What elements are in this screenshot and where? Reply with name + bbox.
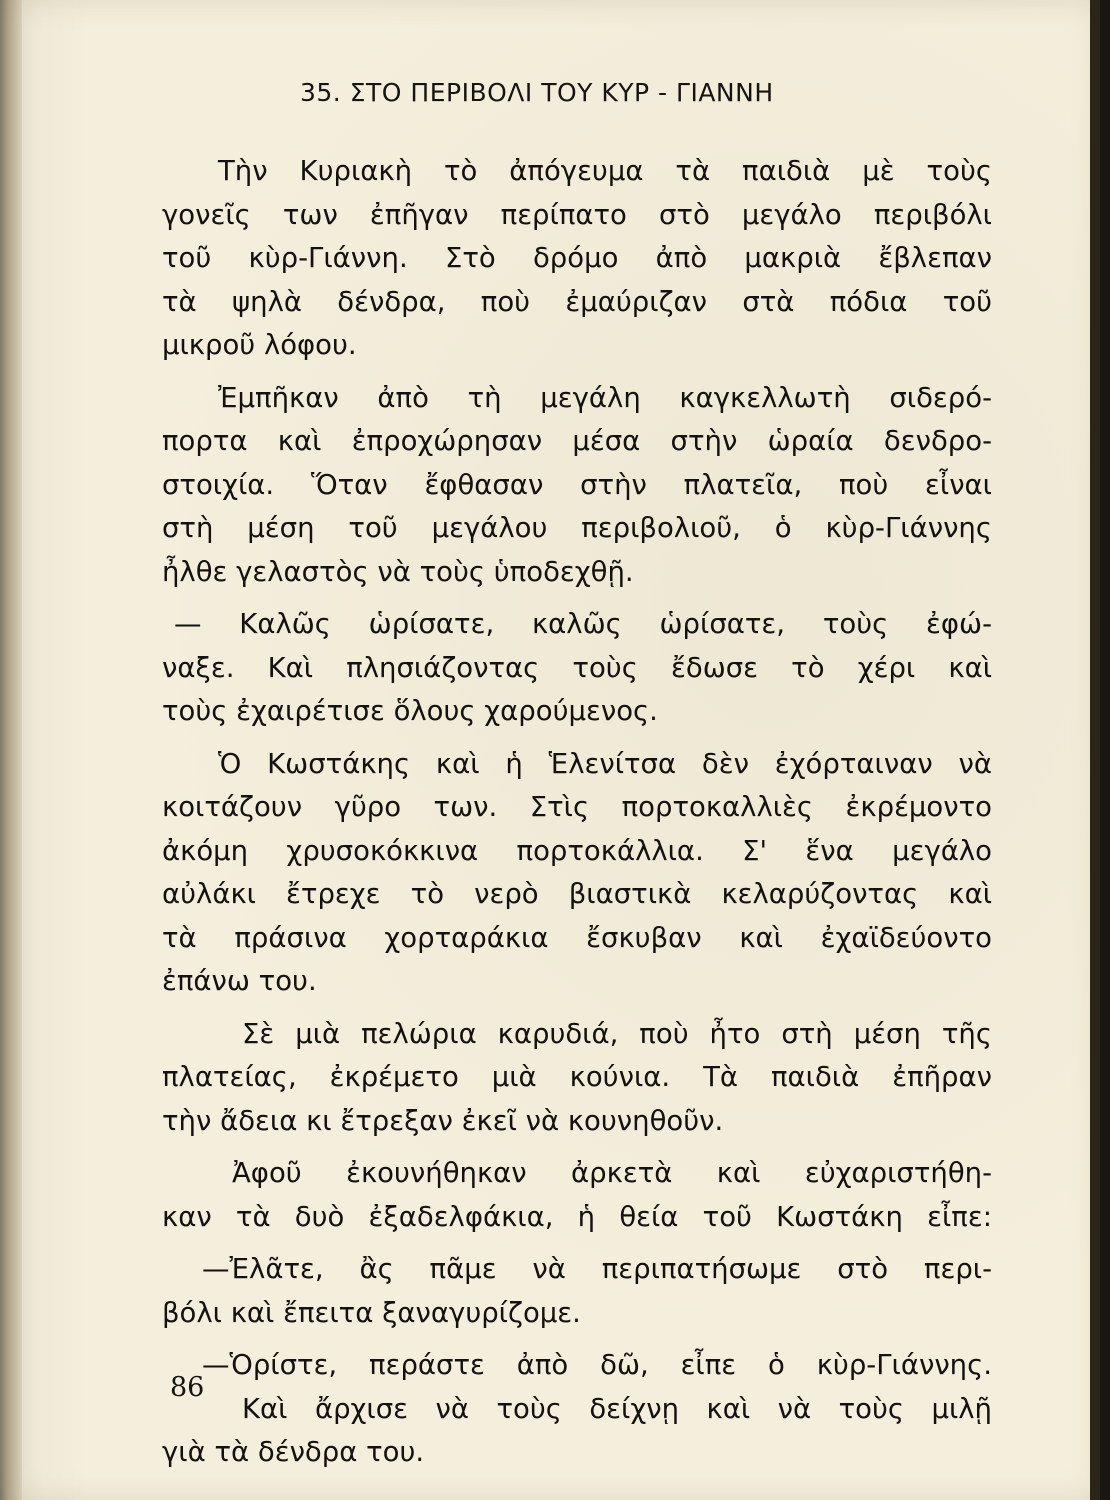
text-line: στοιχία. Ὅταν ἔφθασαν στὴν πλατεῖα, ποὺ εἶναι bbox=[162, 468, 992, 501]
page-number: 86 bbox=[170, 1372, 205, 1403]
body-text bbox=[162, 150, 992, 1475]
text-line: Ἀφοῦ ἐκουνήθηκαν ἀρκετὰ καὶ εὐχαριστήθη- bbox=[232, 1157, 992, 1189]
text-line: τὰ ψηλὰ δένδρα, ποὺ ἐμαύριζαν στὰ πόδια τοῦ bbox=[162, 285, 992, 318]
text-line: κοιτάζουν γῦρο των. Στὶς πορτοκαλλιὲς ἐκρέμοντο bbox=[162, 791, 992, 823]
binding-edge bbox=[0, 0, 22, 1500]
text-line: Σὲ μιὰ πελώρια καρυδιά, ποὺ ἦτο στὴ μέση τῆς bbox=[242, 1017, 992, 1050]
text-line: βόλι καὶ ἔπειτα ξαναγυρίζομε. bbox=[162, 1296, 581, 1329]
text-line: πορτα καὶ ἐπροχώρησαν μέσα στὴν ὡραία δενδρο- bbox=[162, 425, 992, 457]
page-edge-shadow bbox=[1090, 0, 1100, 1500]
text-line: Ἐμπῆκαν ἀπὸ τὴ μεγάλη καγκελλωτὴ σιδερό- bbox=[218, 381, 992, 414]
text-line: τὰ πράσινα χορταράκια ἔσκυβαν καὶ ἐχαϊδεύοντο bbox=[162, 921, 992, 954]
text-line: γιὰ τὰ δένδρα του. bbox=[162, 1436, 425, 1468]
text-line: γονεῖς των ἐπῆγαν περίπατο στὸ μεγάλο περιβόλι bbox=[162, 198, 992, 231]
text-line: Τὴν Κυριακὴ τὸ ἀπόγευμα τὰ παιδιὰ μὲ τοὺς bbox=[218, 155, 992, 187]
text-line: ἦλθε γελαστὸς νὰ τοὺς ὑποδεχθῇ. bbox=[162, 555, 634, 588]
text-line: τοῦ κὺρ-Γιάννη. Στὸ δρόμο ἀπὸ μακριὰ ἔβλεπαν bbox=[162, 242, 992, 274]
text-line: Καὶ ἄρχισε νὰ τοὺς δείχνῃ καὶ νὰ τοὺς μιλῇ bbox=[242, 1392, 992, 1425]
text-line: τοὺς ἐχαιρέτισε ὅλους χαρούμενος. bbox=[162, 695, 658, 727]
text-line: —Ὁρίστε, περάστε ἀπὸ δῶ, εἶπε ὁ κὺρ-Γιάννης. bbox=[202, 1349, 992, 1381]
text-line: ἀκόμη χρυσοκόκκινα πορτοκάλλια. Σ' ἕνα μεγάλο bbox=[162, 834, 992, 867]
text-line: —Ἐλᾶτε, ἂς πᾶμε νὰ περιπατήσωμε στὸ περι- bbox=[202, 1253, 992, 1285]
text-line: πλατείας, ἐκρέμετο μιὰ κούνια. Τὰ παιδιὰ ἐπῆραν bbox=[162, 1061, 992, 1093]
text-line: αὐλάκι ἔτρεχε τὸ νερὸ βιαστικὰ κελαρύζοντας καὶ bbox=[162, 878, 992, 910]
text-line: ἐπάνω του. bbox=[162, 965, 317, 997]
text-line: καν τὰ δυὸ ἐξαδελφάκια, ἡ θεία τοῦ Κωστάκη εἶπε: bbox=[162, 1200, 992, 1233]
text-line: Ὁ Κωστάκης καὶ ἡ Ἑλενίτσα δὲν ἐχόρταιναν νὰ bbox=[218, 747, 992, 780]
text-line: ναξε. Καὶ πλησιάζοντας τοὺς ἔδωσε τὸ χέρι καὶ bbox=[162, 651, 992, 684]
text-line: στὴ μέση τοῦ μεγάλου περιβολιοῦ, ὁ κὺρ-Γιάννης bbox=[162, 512, 992, 544]
chapter-title: 35. ΣΤΟ ΠΕΡΙΒΟΛΙ ΤΟΥ ΚΥΡ - ΓΙΑΝΝΗ bbox=[300, 78, 774, 107]
text-line: τὴν ἄδεια κι ἔτρεξαν ἐκεῖ νὰ κουνηθοῦν. bbox=[162, 1104, 724, 1137]
text-line: μικροῦ λόφου. bbox=[162, 329, 357, 361]
text-line: — Καλῶς ὡρίσατε, καλῶς ὡρίσατε, τοὺς ἐφώ- bbox=[174, 608, 992, 640]
